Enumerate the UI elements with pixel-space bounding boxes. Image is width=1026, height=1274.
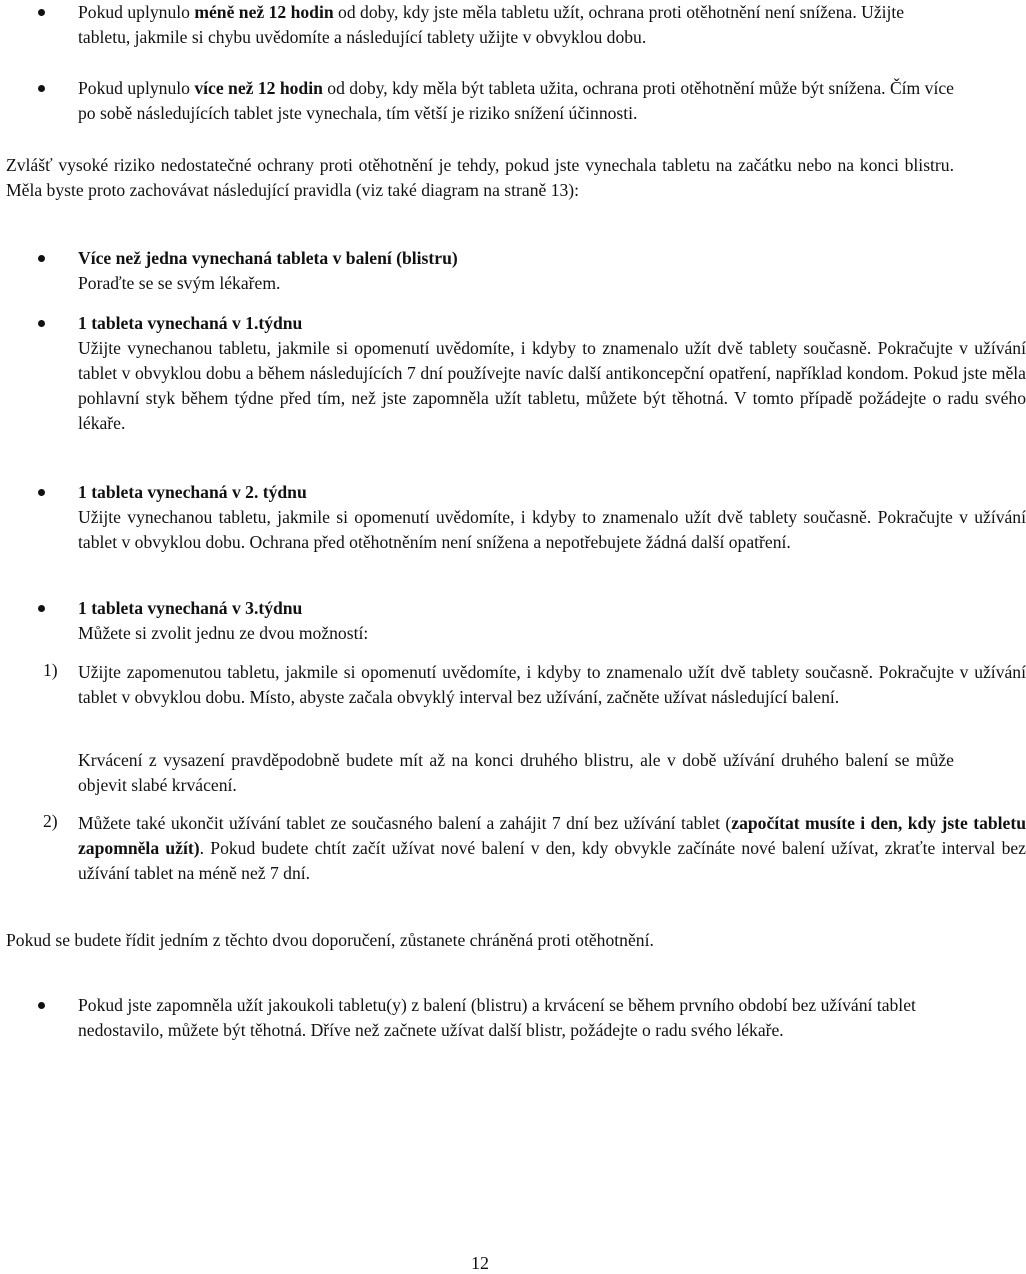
option-text: Můžete také ukončit užívání tablet ze současného balení a zahájit 7 dní bez užívání tablet (započítat musíte i den, kdy jste tabletu zapomněla užít). Pokud budete chtít začít užívat nové balení v den, kdy obvykle začínáte nové balení užívat, zkraťte interval bez užívání tablet na méně než 7 dní. [78, 813, 1026, 883]
option-text: Užijte zapomenutou tabletu, jakmile si opomenutí uvědomíte, i kdyby to znamenalo užít dvě tablety současně. Pokračujte v užívání tablet v obvyklou dobu. Místo, abyste začala obvyklý interval bez užívání, začněte užívat následující balení. [78, 662, 1026, 707]
case-title: Více než jedna vynechaná tableta v balení (blistru) [78, 248, 458, 268]
case-multiple-missed [6, 246, 1026, 296]
page-number: 12 [471, 1253, 489, 1273]
case-text: Poraďte se se svým lékařem. [78, 273, 281, 293]
conclusion-paragraph: Pokud se budete řídit jedním z těchto dvou doporučení, zůstanete chráněná proti otěhotnění. [6, 930, 654, 950]
bullet-more-than-12h: Pokud uplynulo více než 12 hodin od doby, kdy měla být tableta užita, ochrana proti otěhotnění může být snížena. Čím více po sobě následujících tablet jste vynechala, tím větší je riziko snížení účinnosti. [6, 76, 958, 126]
case-title: 1 tableta vynechaná v 2. týdnu [78, 482, 307, 502]
option-number: 1) [43, 660, 58, 680]
case-text: Můžete si zvolit jednu ze dvou možností: [78, 623, 369, 643]
case-week-2 [6, 480, 1026, 555]
case-week-3 [6, 596, 1026, 646]
case-text: Užijte vynechanou tabletu, jakmile si opomenutí uvědomíte, i kdyby to znamenalo užít dvě tablety současně. Pokračujte v užívání tablet v obvyklou dobu a během následujících 7 dní používejte navíc další antikoncepční opatření, například kondom. Pokud jste měla pohlavní styk během týdne před tím, než jste zapomněla užít tabletu, můžete být těhotná. V tomto případě požádejte o radu svého lékaře. [78, 338, 1026, 433]
bullet-no-bleeding: Pokud jste zapomněla užít jakoukoli tabletu(y) z balení (blistru) a krvácení se během prvního období bez užívání tablet nedostavilo, můžete být těhotná. Dříve než začnete užívat další blistr, požádejte o radu svého lékaře. [6, 993, 958, 1043]
case-week-1 [6, 311, 1026, 436]
bleeding-note: Krvácení z vysazení pravděpodobně budete mít až na konci druhého blistru, ale v době užívání druhého balení se může objevit slabé krvácení. [78, 750, 954, 795]
bullet-less-than-12h: Pokud uplynulo méně než 12 hodin od doby, kdy jste měla tabletu užít, ochrana proti otěhotnění není snížena. Užijte tabletu, jakmile si chybu uvědomíte a následující tablety užijte v obvyklou dobu. [6, 0, 958, 50]
case-title: 1 tableta vynechaná v 3.týdnu [78, 598, 303, 618]
intro-paragraph: Zvlášť vysoké riziko nedostatečné ochrany proti otěhotnění je tehdy, pokud jste vynechala tabletu na začátku nebo na konci blistru. Měla byste proto zachovávat následující pravidla (viz také diagram na straně 13): [6, 155, 954, 200]
case-text: Užijte vynechanou tabletu, jakmile si opomenutí uvědomíte, i kdyby to znamenalo užít dvě tablety současně. Pokračujte v užívání tablet v obvyklou dobu. Ochrana před otěhotněním není snížena a nepotřebujete žádná další opatření. [78, 507, 1026, 552]
option-2 [6, 811, 1026, 886]
case-title: 1 tableta vynechaná v 1.týdnu [78, 313, 303, 333]
option-number: 2) [43, 811, 58, 831]
option-1 [6, 660, 1026, 710]
